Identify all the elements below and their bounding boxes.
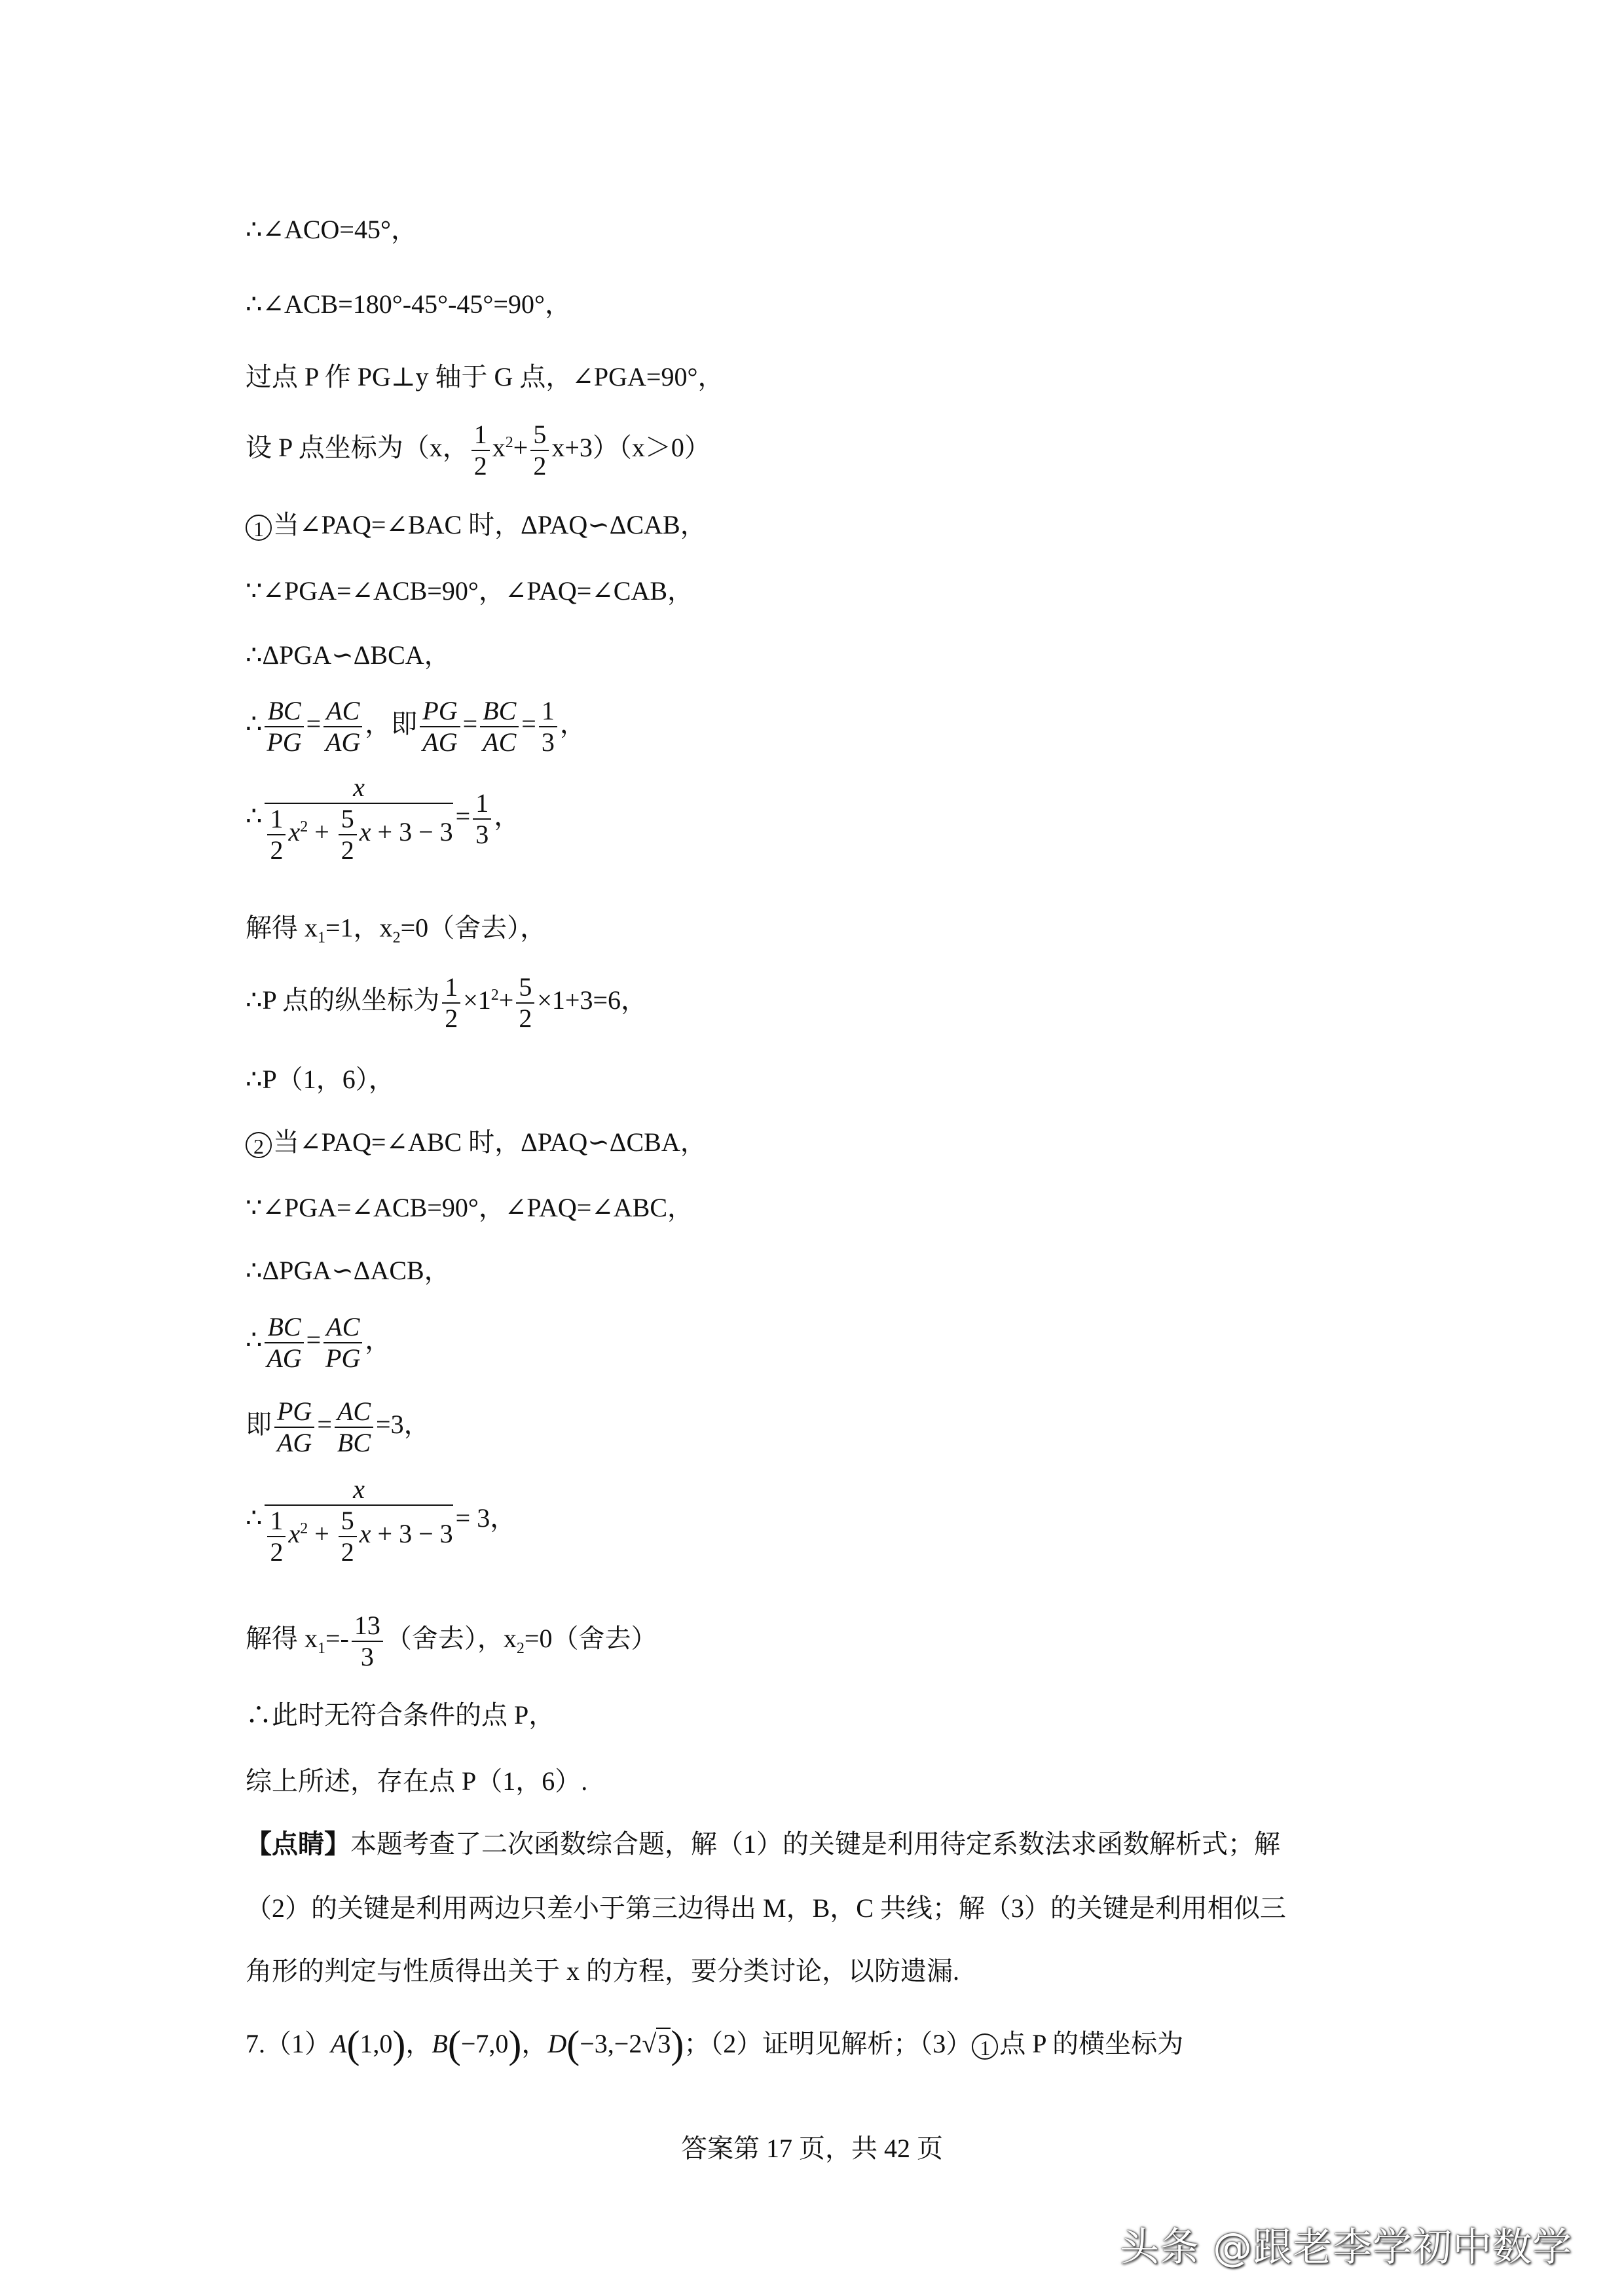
text-line <box>246 1768 587 1795</box>
fraction-denominator <box>325 727 360 756</box>
text-run: 点 P 的横坐标为 <box>999 2029 1184 2058</box>
text-line <box>246 364 724 390</box>
fraction-numerator <box>323 698 362 727</box>
fraction <box>352 1613 383 1670</box>
fraction <box>267 1508 286 1565</box>
math-variable: BC <box>267 696 301 725</box>
fraction <box>265 1314 303 1372</box>
fraction <box>420 698 460 756</box>
text-line <box>246 217 417 243</box>
text-run: 2 <box>473 451 487 481</box>
text-run: 2 <box>341 835 354 865</box>
fraction <box>339 806 357 864</box>
text-line <box>246 698 586 756</box>
text-run: ∵∠PGA=∠ACB=90°，∠PAQ=∠CAB， <box>246 576 694 606</box>
text-line <box>246 578 693 604</box>
text-line <box>246 1831 1280 1857</box>
math-variable: PG <box>422 696 458 725</box>
text-line <box>246 2025 1183 2064</box>
math-variable: x <box>288 1519 301 1549</box>
text-run: ∵∠PGA=∠ACB=90°，∠PAQ=∠ABC， <box>246 1193 694 1222</box>
text-run: =3， <box>376 1410 430 1440</box>
fraction <box>265 698 303 756</box>
text-run: = 3 <box>455 1503 490 1533</box>
superscript: 2 <box>300 818 308 835</box>
fraction-numerator <box>339 1508 357 1537</box>
text-run: 1 <box>541 696 555 725</box>
text-line <box>246 291 571 318</box>
math-variable: PG <box>277 1396 312 1426</box>
fraction <box>516 974 534 1032</box>
math-variable: AG <box>267 1343 302 1373</box>
fraction-denominator <box>341 1537 354 1565</box>
text-run: ×1 <box>463 985 491 1015</box>
fraction-numerator <box>339 806 357 835</box>
text-line <box>246 1476 516 1565</box>
fraction-numerator <box>265 1314 303 1343</box>
text-run: （舍去），x <box>385 1624 517 1654</box>
fraction <box>265 1476 452 1565</box>
text-line <box>246 1958 959 1984</box>
fraction-numerator <box>420 698 460 727</box>
text-run: ×1+3=6， <box>537 985 648 1015</box>
text-run: 5 <box>341 1506 354 1535</box>
text-run: −7,0 <box>460 2029 509 2058</box>
text-run: ∴ <box>246 1503 263 1533</box>
fraction-denominator <box>533 451 546 479</box>
fraction-denominator <box>474 451 487 479</box>
text-run: 2 <box>341 1537 354 1567</box>
fraction-numerator <box>473 790 491 820</box>
text-line <box>246 1613 657 1670</box>
text-line <box>246 1066 395 1093</box>
fraction-numerator <box>480 698 519 727</box>
fraction-numerator <box>267 806 286 835</box>
fraction-denominator <box>267 727 301 756</box>
comment-label: 【点睛】 <box>246 1829 350 1859</box>
text-run: 7.（1） <box>246 2029 331 2058</box>
fraction <box>274 1398 314 1456</box>
text-run: ， <box>494 801 521 831</box>
text-run: ∴ <box>246 709 263 739</box>
superscript: 2 <box>300 1520 308 1537</box>
large-parenthesis: ( <box>566 2023 580 2066</box>
fraction-denominator <box>475 820 489 848</box>
text-run: 角形的判定与性质得出关于 x 的方程，要分类讨论，以防遗漏. <box>246 1956 959 1986</box>
fraction-denominator <box>361 1642 374 1670</box>
fraction <box>339 1508 357 1565</box>
fraction-denominator <box>519 1004 532 1032</box>
fraction-denominator <box>341 835 354 864</box>
fraction-denominator <box>265 1506 452 1565</box>
text-run: 3 <box>541 727 555 757</box>
text-run: = <box>455 801 471 831</box>
fraction-denominator <box>267 1343 301 1372</box>
text-line <box>246 974 647 1032</box>
text-run: ， <box>365 1325 392 1355</box>
fraction-numerator <box>442 974 460 1004</box>
text-line <box>246 1398 430 1456</box>
fraction-numerator <box>516 974 534 1004</box>
text-run: + 3 − 3 <box>371 817 453 847</box>
text-run: 即 <box>246 1410 272 1440</box>
text-run: ，即 <box>365 709 418 739</box>
text-line <box>246 1195 693 1221</box>
fraction-numerator <box>267 1508 286 1537</box>
math-variable: BC <box>483 696 517 725</box>
text-run: 2 <box>519 1004 532 1033</box>
fraction-numerator <box>335 1398 373 1428</box>
text-run: ， <box>405 2029 432 2058</box>
math-variable: D <box>547 2029 567 2058</box>
text-run: 解得 x <box>246 1624 318 1654</box>
fraction-denominator <box>265 804 452 864</box>
text-run: ， <box>521 2029 548 2058</box>
fraction-denominator <box>270 835 283 864</box>
text-run: −3,−2√ <box>580 2029 657 2058</box>
text-run: + <box>308 817 336 847</box>
math-variable: AC <box>326 696 360 725</box>
fraction-denominator <box>422 727 457 756</box>
fraction <box>530 422 549 479</box>
text-run: （2）的关键是利用两边只差小于第三边得出 M，B，C 共线；解（3）的关键是利用相似三 <box>246 1893 1286 1923</box>
text-run: ∴P 点的纵坐标为 <box>246 985 440 1015</box>
circled-number: 1 <box>972 2033 998 2060</box>
text-run: 3 <box>475 820 489 849</box>
superscript: 2 <box>505 433 513 451</box>
text-run: 13 <box>354 1611 380 1640</box>
math-variable: x <box>359 817 371 847</box>
text-run: 1 <box>270 1506 284 1535</box>
text-run: ∴ <box>246 801 263 831</box>
text-run: ， <box>490 1503 517 1533</box>
text-line <box>246 1129 707 1158</box>
fraction-denominator <box>337 1428 371 1456</box>
text-run: 2 <box>270 835 284 865</box>
text-run: = <box>462 709 478 739</box>
text-run: 本题考查了二次函数综合题，解（1）的关键是利用待定系数法求函数解析式；解 <box>350 1829 1280 1859</box>
math-variable: x <box>353 773 365 802</box>
fraction-numerator <box>352 1613 383 1642</box>
text-run: 当∠PAQ=∠BAC 时，ΔPAQ∽ΔCAB， <box>273 510 707 539</box>
text-line <box>246 512 707 541</box>
text-line <box>246 1895 1286 1922</box>
fraction <box>442 974 460 1032</box>
fraction <box>267 806 286 864</box>
fraction-numerator <box>265 774 452 804</box>
subscript: 2 <box>516 1640 525 1658</box>
fraction-numerator <box>539 698 557 727</box>
math-variable: x <box>353 1474 365 1504</box>
fraction <box>323 1314 362 1372</box>
text-run: + <box>513 433 528 463</box>
text-run: ∴∠ACO=45°， <box>246 215 417 244</box>
fraction <box>335 1398 373 1456</box>
fraction-denominator <box>277 1428 312 1456</box>
radicand: 3 <box>657 2029 671 2058</box>
text-run: =0（舍去）， <box>400 913 547 943</box>
text-run: x+3）（x＞0） <box>551 433 710 463</box>
text-run: 2 <box>445 1004 458 1033</box>
text-run: = <box>317 1410 332 1440</box>
text-run: 当∠PAQ=∠ABC 时，ΔPAQ∽ΔCBA， <box>273 1127 707 1157</box>
math-variable: BC <box>267 1312 301 1341</box>
text-run: 1 <box>473 420 487 449</box>
math-variable: A <box>331 2029 347 2058</box>
text-run: ∴ <box>246 1325 263 1355</box>
text-line <box>246 1314 391 1372</box>
text-run: 2 <box>533 451 547 481</box>
fraction-numerator <box>471 422 490 451</box>
fraction-numerator <box>265 1476 452 1506</box>
text-run: 5 <box>519 972 532 1002</box>
circled-number: 2 <box>246 1132 272 1158</box>
large-parenthesis: ) <box>671 2023 684 2066</box>
text-run: 5 <box>341 804 354 833</box>
text-run: ， <box>559 709 586 739</box>
page-footer: 答案第 17 页，共 42 页 <box>681 2134 943 2163</box>
large-parenthesis: ) <box>508 2023 522 2066</box>
math-variable: AC <box>337 1396 371 1426</box>
math-variable: x <box>359 1519 371 1549</box>
large-parenthesis: ( <box>346 2023 360 2066</box>
text-run: 1 <box>475 788 489 818</box>
text-run: ；（2）证明见解析；（3） <box>684 2029 972 2058</box>
math-variable: AC <box>483 727 517 757</box>
text-line <box>246 1258 451 1284</box>
fraction-numerator <box>323 1314 362 1343</box>
text-run: ∴此时无符合条件的点 P， <box>246 1700 555 1730</box>
fraction <box>473 790 491 848</box>
watermark: 头条 @跟老李学初中数学 <box>1120 2225 1573 2270</box>
text-run: = <box>306 709 322 739</box>
subscript: 2 <box>392 929 401 947</box>
text-run: + 3 − 3 <box>371 1519 453 1549</box>
text-run: 综上所述，存在点 P（1，6）. <box>246 1766 588 1796</box>
fraction <box>323 698 362 756</box>
fraction-numerator <box>265 698 303 727</box>
text-run: 3 <box>360 1642 374 1671</box>
math-variable: AG <box>422 727 458 757</box>
text-run: 1,0 <box>360 2029 393 2058</box>
math-variable: AG <box>325 727 361 757</box>
fraction <box>539 698 557 756</box>
fraction-denominator <box>325 1343 360 1372</box>
math-variable: AG <box>277 1428 312 1457</box>
text-run: 解得 x <box>246 913 318 943</box>
fraction <box>265 774 452 864</box>
text-run: = <box>306 1325 322 1355</box>
superscript: 2 <box>490 986 499 1004</box>
text-run: =1，x <box>325 913 393 943</box>
fraction <box>480 698 519 756</box>
circled-number: 1 <box>246 515 272 541</box>
text-run: ∴ΔPGA∽ΔBCA， <box>246 640 451 670</box>
fraction-numerator <box>530 422 549 451</box>
subscript: 1 <box>318 1640 325 1658</box>
text-run: + <box>308 1519 336 1549</box>
text-run: x <box>492 433 506 463</box>
text-run: 1 <box>270 804 284 833</box>
text-line <box>246 642 451 668</box>
fraction-denominator <box>445 1004 458 1032</box>
fraction-denominator <box>270 1537 283 1565</box>
text-run: 2 <box>270 1537 284 1567</box>
subscript: 1 <box>318 929 325 947</box>
fraction-denominator <box>483 727 516 756</box>
text-run: ∴∠ACB=180°-45°-45°=90°， <box>246 289 571 319</box>
text-run: ∴ΔPGA∽ΔACB， <box>246 1256 451 1285</box>
text-run: 1 <box>445 972 458 1002</box>
fraction-denominator <box>542 727 555 756</box>
math-variable: PG <box>267 727 302 757</box>
fraction <box>471 422 490 479</box>
math-variable: x <box>288 817 301 847</box>
text-run: 过点 P 作 PG⊥y 轴于 G 点，∠PGA=90°， <box>246 362 724 392</box>
text-run: + <box>498 985 514 1015</box>
large-parenthesis: ( <box>447 2023 461 2066</box>
fraction-numerator <box>274 1398 314 1428</box>
large-parenthesis: ) <box>392 2023 406 2066</box>
math-variable: AC <box>326 1312 360 1341</box>
text-line <box>246 422 710 479</box>
text-run: =- <box>325 1624 349 1654</box>
text-run: = <box>521 709 536 739</box>
text-line <box>246 774 520 864</box>
text-run: =0（舍去） <box>524 1624 657 1654</box>
text-line <box>246 915 546 946</box>
math-variable: B <box>432 2029 448 2058</box>
text-run: 设 P 点坐标为（x， <box>246 433 469 463</box>
math-variable: PG <box>325 1343 361 1373</box>
text-run: 5 <box>533 420 547 449</box>
text-run: ∴P（1，6）， <box>246 1065 395 1094</box>
text-line <box>246 1702 555 1728</box>
math-variable: BC <box>337 1428 371 1457</box>
